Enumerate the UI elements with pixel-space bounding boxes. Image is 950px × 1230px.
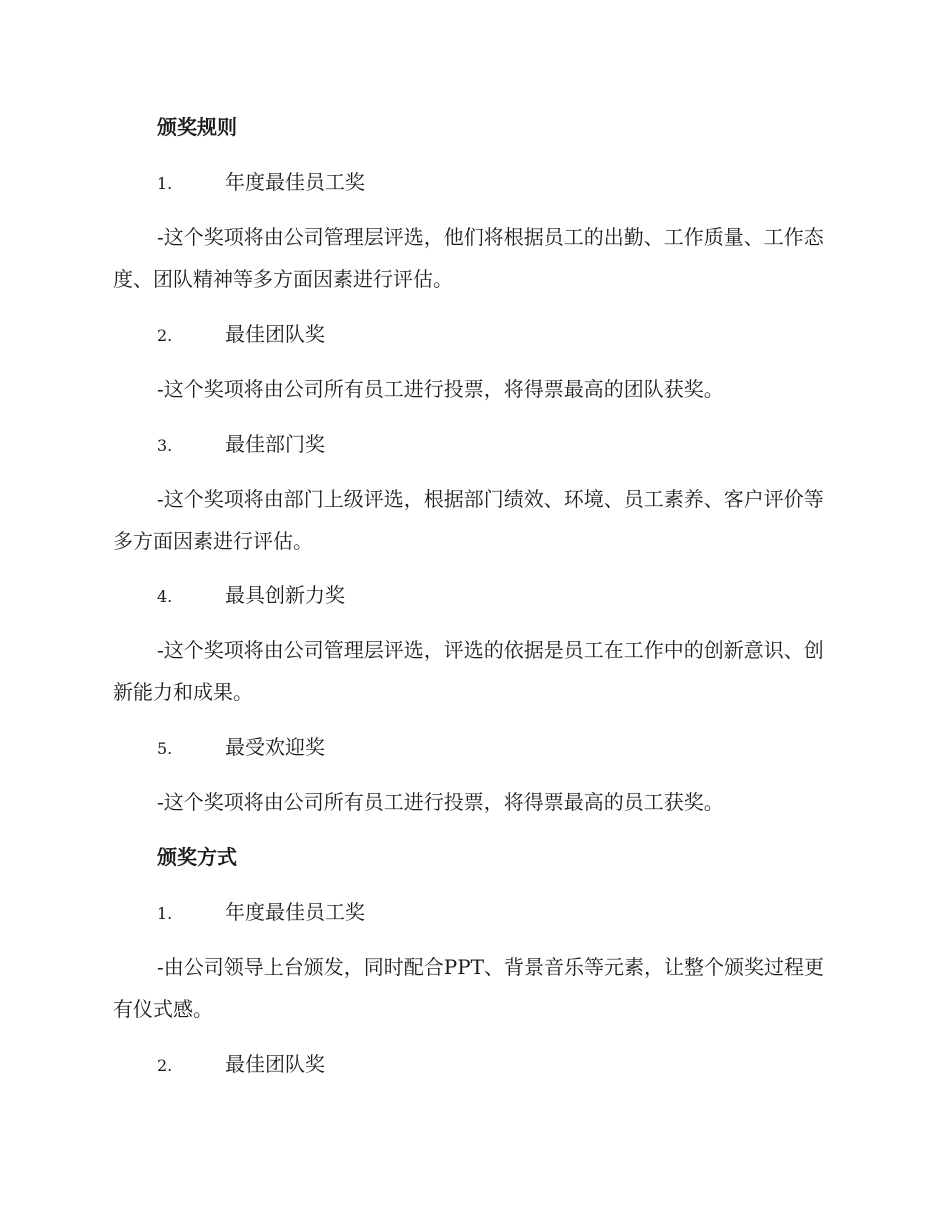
section-heading-award-rules: 颁奖规则 — [157, 115, 237, 139]
section-heading-award-method: 颁奖方式 — [157, 845, 237, 869]
list-item-title: 年度最佳员工奖 — [225, 900, 365, 924]
list-item-title: 最佳部门奖 — [225, 432, 325, 456]
list-item-description: -这个奖项将由公司管理层评选，他们将根据员工的出勤、工作质量、工作态度、团队精神等多方面因素进行评估。 — [113, 225, 824, 291]
list-item-number: 4. — [157, 587, 173, 606]
list-item-number: 3. — [157, 436, 173, 455]
list-item-title: 最受欢迎奖 — [225, 735, 325, 759]
list-item-number: 2. — [157, 326, 173, 345]
list-item-title: 最佳团队奖 — [225, 1052, 325, 1076]
list-item-number: 1. — [157, 904, 173, 923]
list-item-number: 2. — [157, 1056, 173, 1075]
list-item-title: 最佳团队奖 — [225, 322, 325, 346]
list-item-description: -这个奖项将由部门上级评选，根据部门绩效、环境、员工素养、客户评价等多方面因素进行评估。 — [113, 487, 824, 553]
list-item-description: -这个奖项将由公司所有员工进行投票，将得票最高的员工获奖。 — [157, 790, 724, 814]
list-item-number: 5. — [157, 739, 173, 758]
list-item-title: 最具创新力奖 — [225, 583, 345, 607]
list-item-number: 1. — [157, 174, 173, 193]
list-item-description: -这个奖项将由公司所有员工进行投票，将得票最高的团队获奖。 — [157, 377, 724, 401]
list-item-description: -这个奖项将由公司管理层评选，评选的依据是员工在工作中的创新意识、创新能力和成果。 — [113, 638, 824, 704]
list-item-description: -由公司领导上台颁发，同时配合PPT、背景音乐等元素，让整个颁奖过程更有仪式感。 — [113, 955, 825, 1021]
list-item-title: 年度最佳员工奖 — [225, 170, 365, 194]
